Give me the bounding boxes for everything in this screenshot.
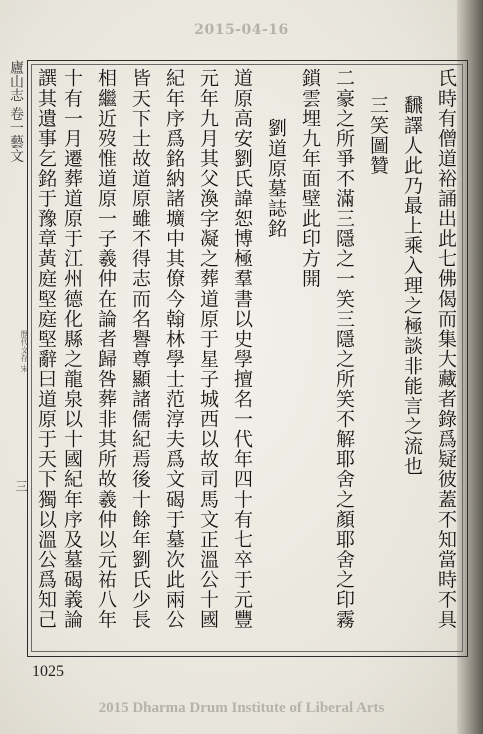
text-column: 皆天下士故道原雖不得志而名譽尊顯諸儒紀焉後十餘年劉氏少長 — [129, 68, 151, 630]
spine-page-number: 三 — [14, 480, 28, 492]
text-column: 紀年序爲銘納諸壙中其僚今翰林學士范淳夫爲文碣于墓次此兩公 — [163, 68, 185, 630]
text-column: 氏時有僧道裕誦出此七佛偈而集大藏者錄爲疑彼蓋不知當時不具 — [435, 68, 457, 630]
text-column: 相繼近歿惟道原一子羲仲在論者歸咎葬非其所故羲仲以元祐八年 — [95, 68, 117, 630]
section-title: 三笑圖贊 — [367, 95, 389, 176]
spine-header: 廬山志 卷一藝文 — [8, 60, 24, 163]
text-column: 二豪之所爭不滿三隱之一笑三隱之所笑不解耶舍之顏耶舍之印霧 — [333, 68, 355, 630]
page-number: 1025 — [32, 663, 64, 680]
text-column: 元年九月其父渙字凝之葬道原于星子城西以故司馬文正溫公十國 — [197, 68, 219, 630]
spine-subheader: 歷代文存 宋 — [20, 330, 29, 373]
text-column: 鎖雲埋九年面壁此印方開 — [299, 68, 321, 289]
text-column: 十有一月遷葬道原于江州德化縣之龍泉以十國紀年序及墓碣義論 — [61, 68, 83, 630]
section-title: 劉道原墓誌銘 — [265, 118, 287, 239]
watermark-date: 2015-04-16 — [194, 22, 289, 38]
text-column: 道原高安劉氏諱恕博極羣書以史學擅名一代年四十有七卒于元豐 — [231, 68, 253, 630]
text-column: 飜譯人此乃最上乘入理之極談非能言之流也 — [401, 95, 423, 476]
text-column: 譔其遺事乞銘于豫章黃庭堅庭堅辭曰道原于天下獨以溫公爲知己 — [35, 68, 57, 630]
watermark-institution: 2015 Dharma Drum Institute of Liberal Arts — [98, 700, 385, 716]
